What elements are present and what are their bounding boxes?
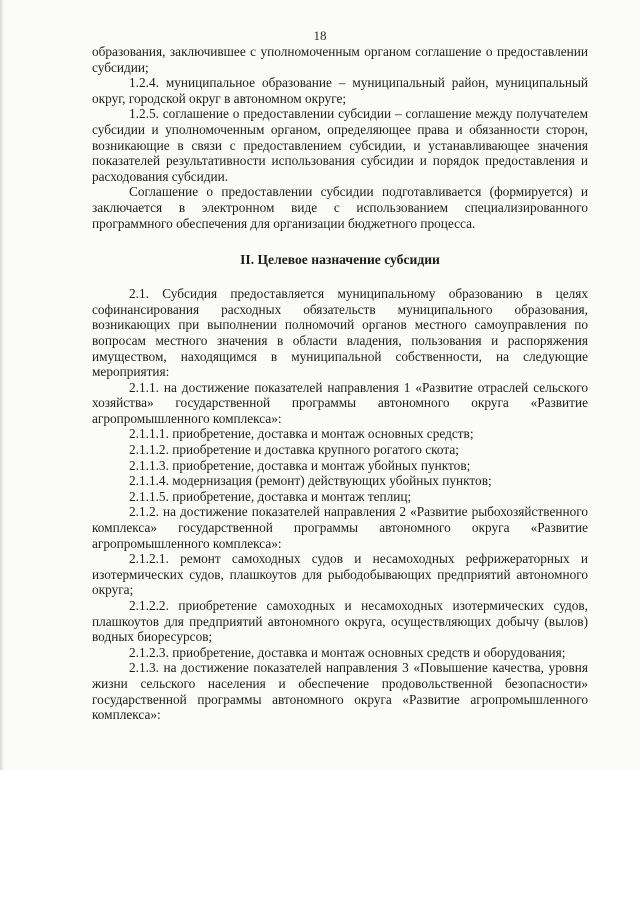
paragraph-2-1-1-3: 2.1.1.3. приобретение, доставка и монтаж убойных пунктов; <box>129 457 471 473</box>
paragraphs-after-section <box>92 286 588 723</box>
paragraph-agreement: Соглашение о предоставлении субсидии подготавливается (формируется) и заключается в электронном виде с использованием специализированного программного обеспечения для организации бюджетного процесса. <box>92 184 588 231</box>
paragraph-cont: образования, заключившее с уполномоченным органом соглашение о предоставлении субсидии; <box>92 44 588 75</box>
paragraph-1-2-5: 1.2.5. соглашение о предоставлении субсидии – соглашение между получателем субсидии и уполномоченным органом, определяющее права и обязанности сторон, возникающие в связи с предоставлением субсидии, и устанавливающее значения показателей результативности использования субсидии и порядок предоставления и расходования субсидии. <box>92 106 588 184</box>
paragraph-2-1: 2.1. Субсидия предоставляется муниципальному образованию в целях софинансирования расходных обязательств муниципального образования, возникающих при выполнении полномочий органов местного самоуправления по вопросам местного значения в области владения, пользования и распоряжения имуществом, находящимся в муниципальной собственности, на следующие мероприятия: <box>92 286 588 380</box>
paragraph-2-1-1-5: 2.1.1.5. приобретение, доставка и монтаж теплиц; <box>129 488 412 504</box>
document-body <box>92 44 588 723</box>
paragraph-2-1-1: 2.1.1. на достижение показателей направления 1 «Развитие отраслей сельского хозяйства» государственной программы автономного округа «Развитие агропромышленного комплекса»: <box>92 379 588 426</box>
paragraph-2-1-2-3: 2.1.2.3. приобретение, доставка и монтаж основных средств и оборудования; <box>129 644 566 660</box>
paragraph-2-1-1-2: 2.1.1.2. приобретение и доставка крупного рогатого скота; <box>129 442 459 458</box>
paragraph-2-1-2-1: 2.1.2.1. ремонт самоходных судов и несамоходных рефрижераторных и изотермических судов, плашкоутов для рыбодобывающих предприятий автономного округа; <box>92 551 588 598</box>
section-title: II. Целевое назначение субсидии <box>240 252 440 268</box>
paragraph-1-2-4: 1.2.4. муниципальное образование – муниципальный район, муниципальный округ, городской округ в автономном округе; <box>92 75 588 106</box>
paragraphs-before-section <box>92 44 588 231</box>
paragraph-2-1-1-1: 2.1.1.1. приобретение, доставка и монтаж основных средств; <box>129 426 474 442</box>
paragraph-2-1-2: 2.1.2. на достижение показателей направления 2 «Развитие рыбохозяйственного комплекса» государственной программы автономного округа «Развитие агропромышленного комплекса»: <box>92 504 588 551</box>
page-number: 18 <box>313 28 327 43</box>
paragraph-2-1-1-4: 2.1.1.4. модернизация (ремонт) действующих убойных пунктов; <box>129 473 492 489</box>
paragraph-2-1-3: 2.1.3. на достижение показателей направления 3 «Повышение качества, уровня жизни сельского населения и обеспечение продовольственной безопасности» государственной программы автономного округа «Развитие агропромышленного комплекса»: <box>92 660 588 723</box>
paragraph-2-1-2-2: 2.1.2.2. приобретение самоходных и несамоходных изотермических судов, плашкоутов для предприятий автономного округа, осуществляющих добычу (вылов) водных биоресурсов; <box>92 598 588 645</box>
page-bottom-margin <box>0 770 640 905</box>
